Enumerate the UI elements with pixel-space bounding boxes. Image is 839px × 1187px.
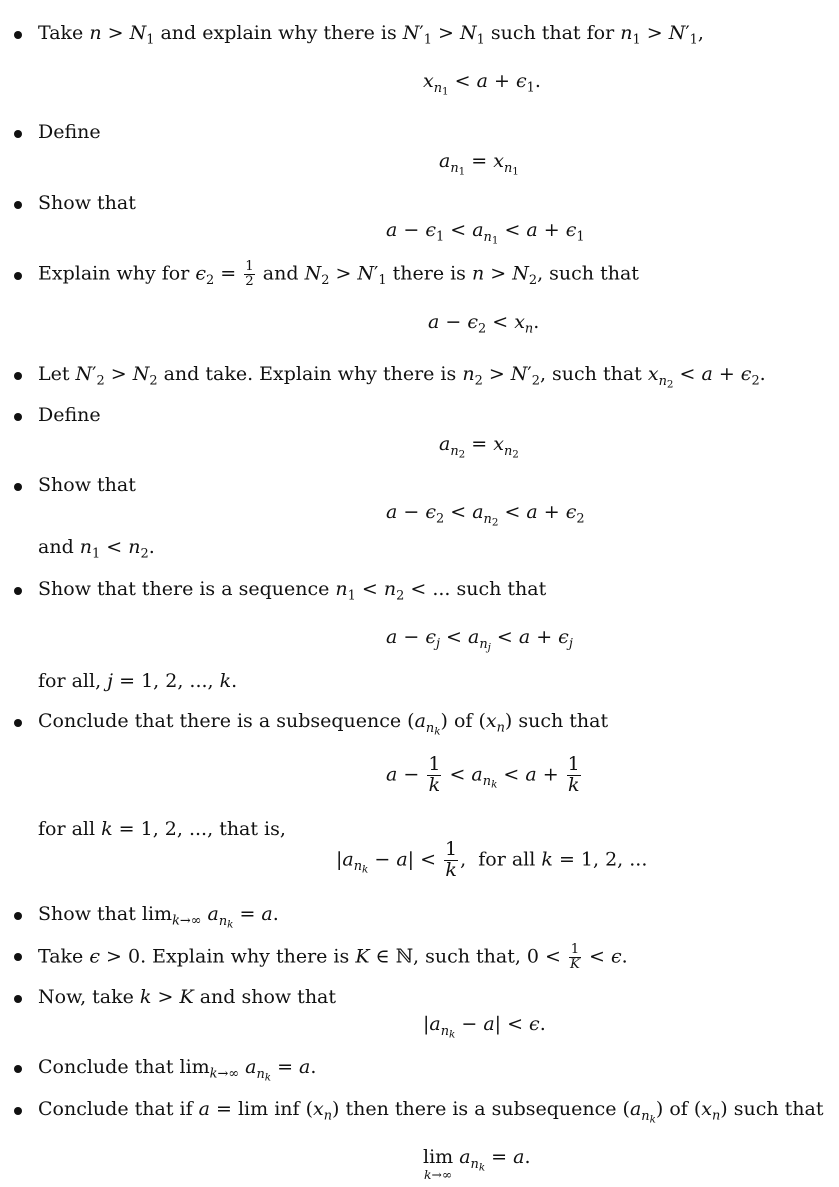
bullet-10 [14, 912, 22, 920]
item-7-continuation: and $n_1 < n_2$. [38, 536, 155, 562]
item-6-text: Define [38, 404, 101, 426]
equation-9a: a − $\frac{1}{k}$ < $a_{n_k} < a$ + $\frac{1}{k}$ [386, 753, 580, 796]
bullet-3 [14, 201, 22, 209]
item-9-text: Conclude that there is a subsequence $(a_{n_k})$ of $(x_n)$ such that [38, 710, 609, 738]
equation-8: $a - \epsilon_j < a_{n_j} < a + \epsilon_j$ [386, 626, 573, 654]
item-4-text: Explain why for $\epsilon_2$ = $\frac{1}{2}$ and $N_2 > N'_1$ there is $n > N_2$, such that [38, 259, 639, 289]
bullet-12 [14, 995, 22, 1003]
item-2-text: Define [38, 121, 101, 143]
item-1-text: Take $n > N_1$ and explain why there is $N'_1 > N_1$ such that for $n_1 > N'_1$, [38, 22, 704, 48]
bullet-14 [14, 1107, 22, 1115]
bullet-2 [14, 130, 22, 138]
equation-6: $a_{n_2} = x_{n_2}$ [439, 433, 519, 461]
bullet-4 [14, 272, 22, 280]
equation-1: $x_{n_1} < a + \epsilon_1$. [423, 70, 541, 98]
bullet-5 [14, 372, 22, 380]
equation-12: $|a_{n_k} - a| < \epsilon$. [423, 1013, 546, 1041]
equation-4: $a - \epsilon_2 < x_n$. [428, 311, 540, 337]
item-13-text: Conclude that $\lim_{k\to\infty} a_{n_k} = a$. [38, 1056, 317, 1084]
item-9-continuation: for all k = 1, 2, ..., that is, [38, 818, 286, 840]
equation-9b: $|a_{n_k} - a|$ < $\frac{1}{k}$ , for all k = 1, 2, ... [336, 838, 648, 881]
item-8-continuation: for all, j = 1, 2, ..., k. [38, 670, 238, 692]
item-12-text: Now, take k > K and show that [38, 986, 337, 1008]
bullet-1 [14, 31, 22, 39]
bullet-9 [14, 719, 22, 727]
item-11-text: Take ϵ > 0. Explain why there is K ∈ ℕ, such that, 0 < $\frac{1}{K}$ < ϵ. [38, 942, 628, 972]
item-7-text: Show that [38, 474, 136, 496]
equation-3: $a - \epsilon_1 < a_{n_1} < a + \epsilon_1$ [386, 219, 585, 247]
bullet-11 [14, 953, 22, 961]
equation-7: $a - \epsilon_2 < a_{n_2} < a + \epsilon_2$ [386, 501, 585, 529]
equation-2: $a_{n_1} = x_{n_1}$ [439, 150, 519, 178]
item-14-text: Conclude that if a = lim inf $(x_n)$ then there is a subsequence $(a_{n_k})$ of $(x_n)$ such that [38, 1098, 824, 1126]
equation-14: lim k→∞ $a_{n_k} = a$. [423, 1146, 531, 1182]
bullet-7 [14, 483, 22, 491]
item-8-text: Show that there is a sequence $n_1 < n_2$ < ... such that [38, 578, 547, 604]
item-5-text: Let $N'_2 > N_2$ and take. Explain why there is $n_2 > N'_2$, such that $x_{n_2} < a + \epsilon_2$. [38, 363, 766, 391]
item-3-text: Show that [38, 192, 136, 214]
bullet-13 [14, 1065, 22, 1073]
bullet-6 [14, 413, 22, 421]
bullet-8 [14, 587, 22, 595]
item-10-text: Show that $\lim_{k\to\infty} a_{n_k} = a$. [38, 903, 279, 931]
